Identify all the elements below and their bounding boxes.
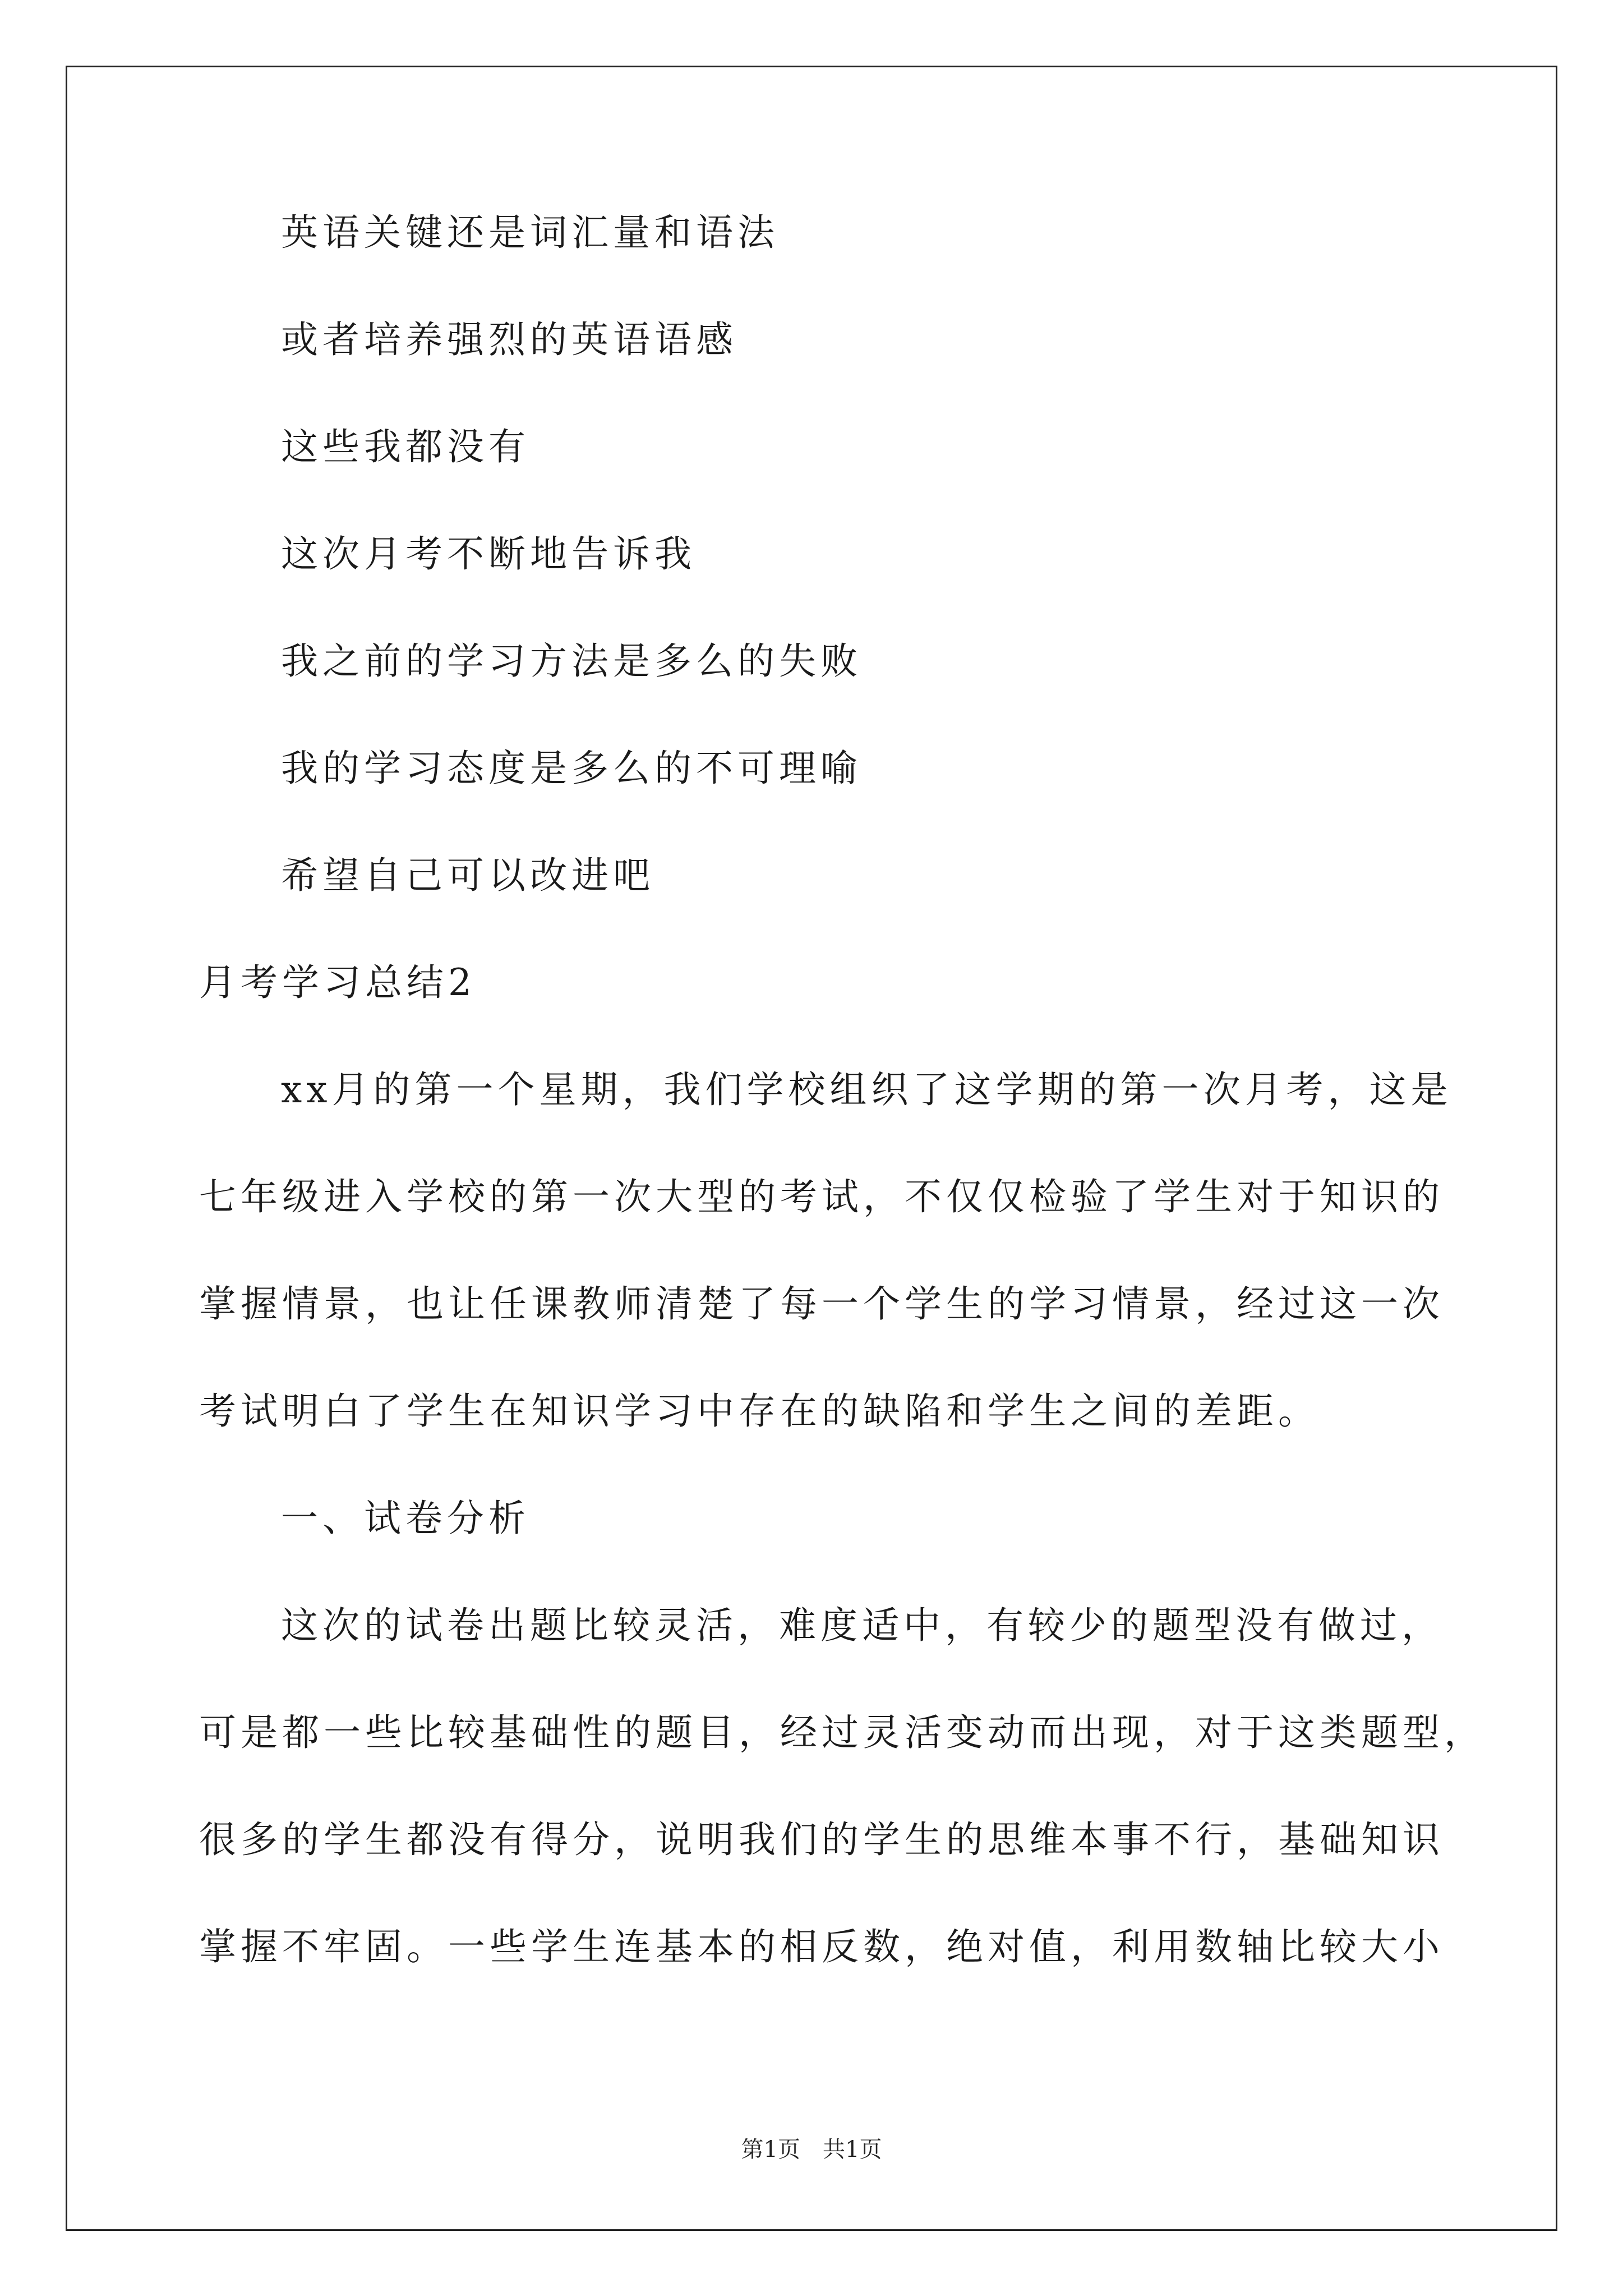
- paragraph-line: 可是都一些比较基础性的题目，经过灵活变动而出现，对于这类题型，: [199, 1711, 1486, 1754]
- document-body: [199, 211, 1486, 2036]
- text-line: 希望自己可以改进吧: [281, 854, 654, 897]
- paragraph-line: 考试明白了学生在知识学习中存在的缺陷和学生之间的差距。: [199, 1389, 1320, 1433]
- paragraph-line: xx月的第一个星期，我们学校组织了这学期的第一次月考，这是: [281, 1068, 1453, 1111]
- text-line: 或者培养强烈的英语语感: [281, 318, 737, 361]
- paragraph-line: 很多的学生都没有得分，说明我们的学生的思维本事不行，基础知识: [199, 1818, 1444, 1861]
- text-line: 这次月考不断地告诉我: [281, 532, 696, 576]
- subsection-title: 一、试卷分析: [281, 1497, 530, 1540]
- section-heading: 月考学习总结2: [199, 961, 476, 1004]
- page-total: 共1页: [823, 2137, 882, 2162]
- text-line: 我的学习态度是多么的不可理喻: [281, 747, 862, 790]
- text-line: 这些我都没有: [281, 425, 530, 468]
- paragraph-line: 掌握不牢固。一些学生连基本的相反数，绝对值，利用数轴比较大小: [199, 1925, 1444, 1968]
- paragraph-line: 掌握情景，也让任课教师清楚了每一个学生的学习情景，经过这一次: [199, 1282, 1444, 1326]
- text-line: 我之前的学习方法是多么的失败: [281, 639, 862, 683]
- paragraph-line: 这次的试卷出题比较灵活，难度适中，有较少的题型没有做过，: [281, 1604, 1443, 1647]
- paragraph-line: 七年级进入学校的第一次大型的考试，不仅仅检验了学生对于知识的: [199, 1175, 1444, 1218]
- text-line: 英语关键还是词汇量和语法: [281, 211, 779, 254]
- page-footer: [0, 2132, 1623, 2164]
- page-number: 第1页: [741, 2137, 800, 2162]
